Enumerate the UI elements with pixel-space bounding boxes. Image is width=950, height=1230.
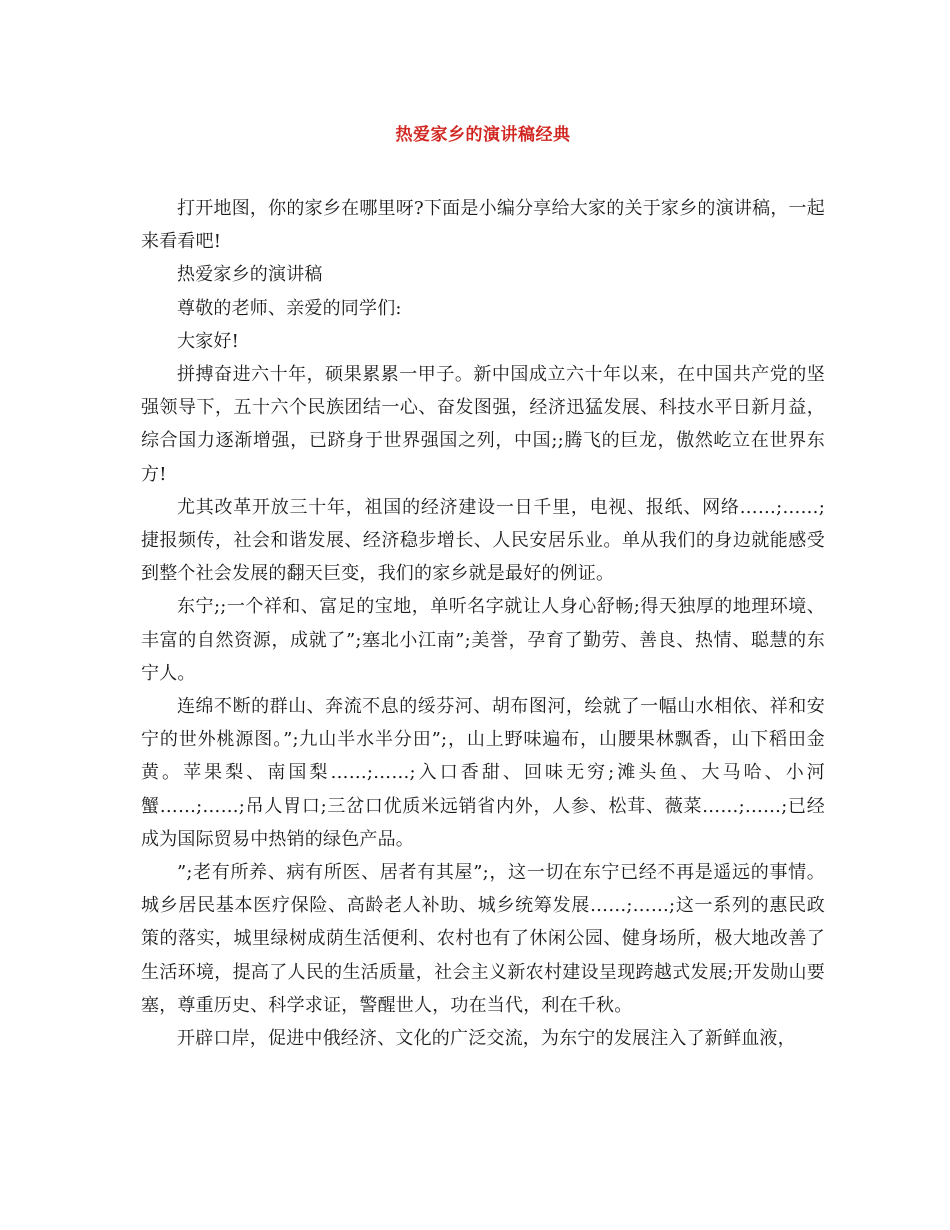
paragraph-subtitle: 热爱家乡的演讲稿 bbox=[177, 264, 323, 286]
paragraph-body: 开辟口岸，促进中俄经济、文化的广泛交流，为东宁的发展注入了新鲜血液， bbox=[177, 1028, 796, 1050]
document-title: 热爱家乡的演讲稿经典 bbox=[395, 125, 571, 145]
paragraph-body: 东宁;;一个祥和、富足的宝地，单听名字就让人身心舒畅;得天独厚的地理环境、丰富的自然资源，成就了”;塞北小江南”;美誉，孕育了勤劳、善良、热情、聪慧的东宁人。 bbox=[141, 596, 825, 684]
paragraph-greeting: 大家好! bbox=[177, 330, 240, 352]
paragraph-body: 拼搏奋进六十年，硕果累累一甲子。新中国成立六十年以来，在中国共产党的坚强领导下，五十六个民族团结一心、奋发图强，经济迅猛发展、科技水平日新月益，综合国力逐渐增强，已跻身于世界强国之列，中国;;腾飞的巨龙，傲然屹立在世界东方! bbox=[141, 364, 825, 485]
document-page bbox=[141, 118, 825, 1055]
paragraph-intro: 打开地图，你的家乡在哪里呀?下面是小编分享给大家的关于家乡的演讲稿，一起来看看吧! bbox=[141, 198, 825, 253]
paragraph-salutation: 尊敬的老师、亲爱的同学们: bbox=[177, 297, 402, 319]
paragraph-body: 尤其改革开放三十年，祖国的经济建设一日千里，电视、报纸、网络……;……;捷报频传，社会和谐发展、经济稳步增长、人民安居乐业。单从我们的身边就能感受到整个社会发展的翻天巨变，我们的家乡就是最好的例证。 bbox=[141, 496, 825, 585]
paragraph-body: ”;老有所养、病有所医、居者有其屋”;，这一切在东宁已经不再是遥远的事情。城乡居民基本医疗保险、高龄老人补助、城乡统筹发展……;……;这一系列的惠民政策的落实，城里绿树成荫生活便利、农村也有了休闲公园、健身场所，极大地改善了生活环境，提高了人民的生活质量，社会主义新农村建设呈现跨越式发展;开发勋山要塞，尊重历史、科学求证，警醒世人，功在当代，利在千秋。 bbox=[141, 862, 825, 1016]
paragraph-body: 连绵不断的群山、奔流不息的绥芬河、胡布图河，绘就了一幅山水相依、祥和安宁的世外桃源图。”;九山半水半分田”;，山上野味遍布，山腰果林飘香，山下稻田金黄。苹果梨、南国梨……;……;入口香甜、回味无穷;滩头鱼、大马哈、小河蟹……;……;吊人胃口;三岔口优质米远销省内外，人参、松茸、薇菜……;……;已经成为国际贸易中热销的绿色产品。 bbox=[141, 696, 825, 850]
